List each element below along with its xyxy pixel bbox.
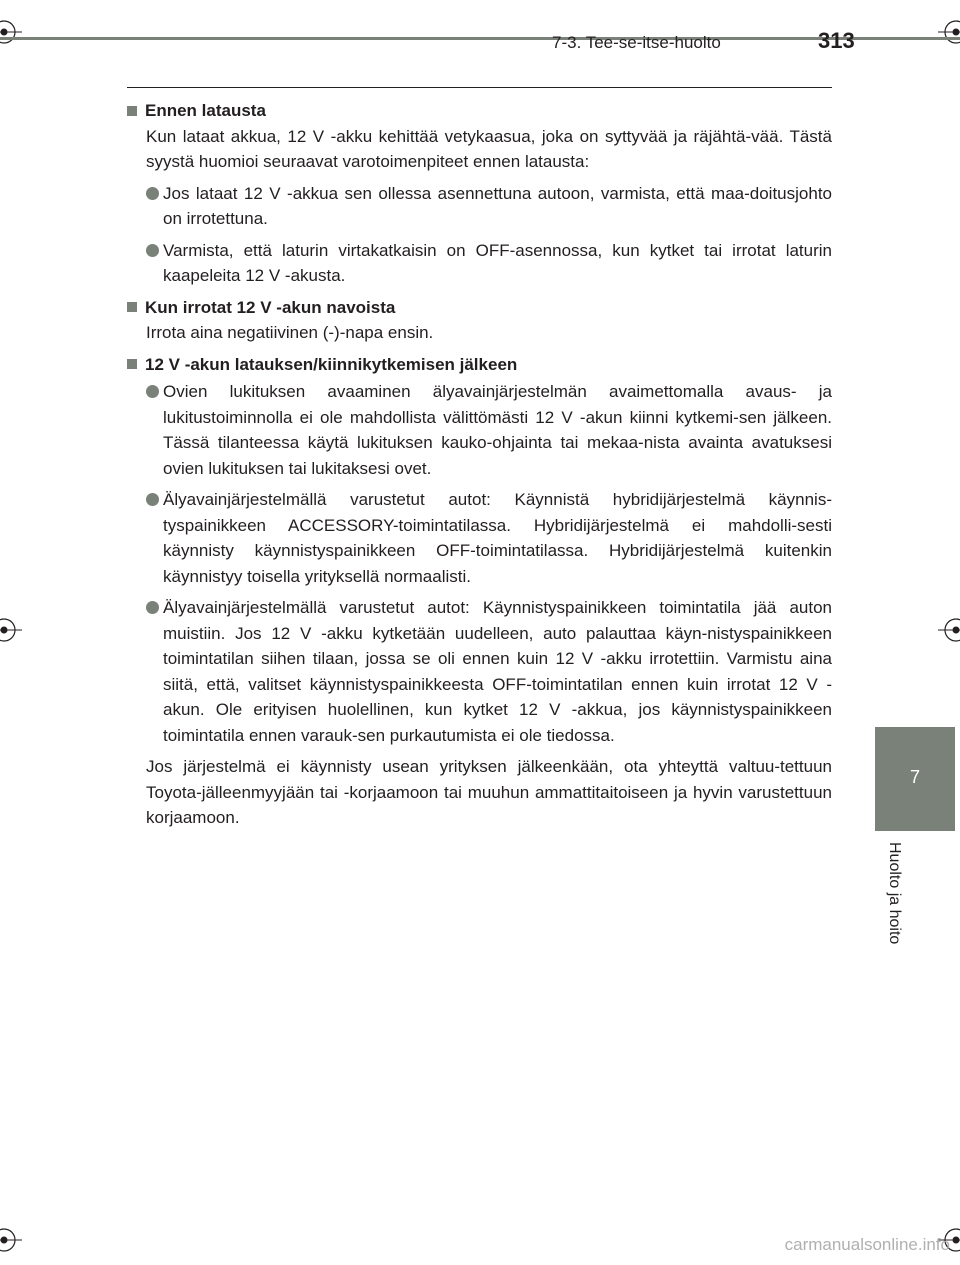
chapter-number: 7 <box>909 767 920 787</box>
section-heading-text: Kun irrotat 12 V -akun navoista <box>145 297 396 317</box>
square-bullet-icon <box>127 359 137 369</box>
crop-mark-top-left <box>0 14 36 50</box>
list-item-text: Älyavainjärjestelmällä varustetut autot: Käynnistyspainikkeen toimintatila jää auton muistiin. Jos 12 V -akku kytketään uudelleen, auto palauttaa käyn-nistyspainikkeen toimintatilan siihen tilaan, jossa se oli ennen kuin 12 V -akku irrotettiin. Varmistu aina siitä, että, valitset käynnistyspainikkeesta OFF-toimintatilan ennen kuin irrotat 12 V -akun. Ole erityisen huolellinen, kun kytket 12 V -akkua, jos käynnistyspainikkeen toimintatila ennen varauk-sen purkautumista ei ole tiedossa. <box>163 598 832 745</box>
list-item-text: Ovien lukituksen avaaminen älyavainjärjestelmän avaimettomalla avaus- ja lukitustoiminnolla ei ole mahdollista välittömästi 12 V -akun kiinni kytkemi-sen jälkeen. Tässä tilanteessa käytä lukituksen kauko-ohjainta tai mekaa-nista avainta avatuksesi ovien lukituksen tai lukitaksesi ovet. <box>163 382 832 478</box>
crop-mark-mid-right <box>924 612 960 648</box>
circle-bullet-icon <box>146 601 159 614</box>
list-item-text: Älyavainjärjestelmällä varustetut autot: Käynnistä hybridijärjestelmä käynnis-tyspainikkeen ACCESSORY-toimintatilassa. Hybridijärjestelmä ei mahdolli-sesti käynnisty käynnistyspainikkeen OFF-toimintatilassa. Hybridijärjestelmä kuitenkin käynnistyy toisella yrityksellä normaalisti. <box>163 490 832 586</box>
header-section-title: 7-3. Tee-se-itse-huolto <box>552 33 721 52</box>
watermark: carmanualsonline.info <box>784 1235 950 1254</box>
list-item <box>127 487 832 589</box>
circle-bullet-icon <box>146 493 159 506</box>
list-item <box>127 595 832 748</box>
list-item <box>127 181 832 232</box>
list-item-text: Jos lataat 12 V -akkua sen ollessa asennettuna autoon, varmista, että maa-doitusjohto on irrotettuna. <box>163 183 832 228</box>
section-heading-text: 12 V -akun latauksen/kiinnikytkemisen jälkeen <box>145 354 518 374</box>
section-heading-latauksen-jalkeen <box>127 352 832 378</box>
crop-mark-mid-left <box>0 612 36 648</box>
crop-mark-bottom-left <box>0 1222 36 1258</box>
section-heading-irrotus <box>127 295 832 321</box>
crop-mark-top-right <box>924 14 960 50</box>
page-content <box>127 92 832 831</box>
list-item-text: Varmista, että laturin virtakatkaisin on OFF-asennossa, kun kytket tai irrotat laturin kaapeleita 12 V -akusta. <box>163 240 832 285</box>
circle-bullet-icon <box>146 187 159 200</box>
page-number: 313 <box>818 28 855 53</box>
section-heading-ennen-latausta <box>127 98 832 124</box>
circle-bullet-icon <box>146 244 159 257</box>
section-paragraph: Irrota aina negatiivinen (-)-napa ensin. <box>146 323 434 342</box>
circle-bullet-icon <box>146 385 159 398</box>
chapter-tab <box>875 727 955 831</box>
content-top-rule <box>127 87 832 88</box>
list-item <box>127 379 832 481</box>
chapter-label: Huolto ja hoito <box>886 842 903 945</box>
section-paragraph: Kun lataat akkua, 12 V -akku kehittää vetykaasua, joka on syttyvää ja räjähtä-vää. Tästä syystä huomioi seuraavat varotoimenpiteet ennen latausta: <box>146 126 832 171</box>
section-heading-text: Ennen latausta <box>145 101 266 120</box>
header-rule <box>0 37 960 40</box>
square-bullet-icon <box>127 302 137 312</box>
square-bullet-icon <box>127 106 137 116</box>
list-item <box>127 238 832 289</box>
closing-paragraph: Jos järjestelmä ei käynnisty usean yrityksen jälkeenkään, ota yhteyttä valtuu-tettuun Toyota-jälleenmyyjään tai -korjaamoon tai muuhun ammattitaitoiseen ja hyvin varustettuun korjaamoon. <box>146 757 832 827</box>
